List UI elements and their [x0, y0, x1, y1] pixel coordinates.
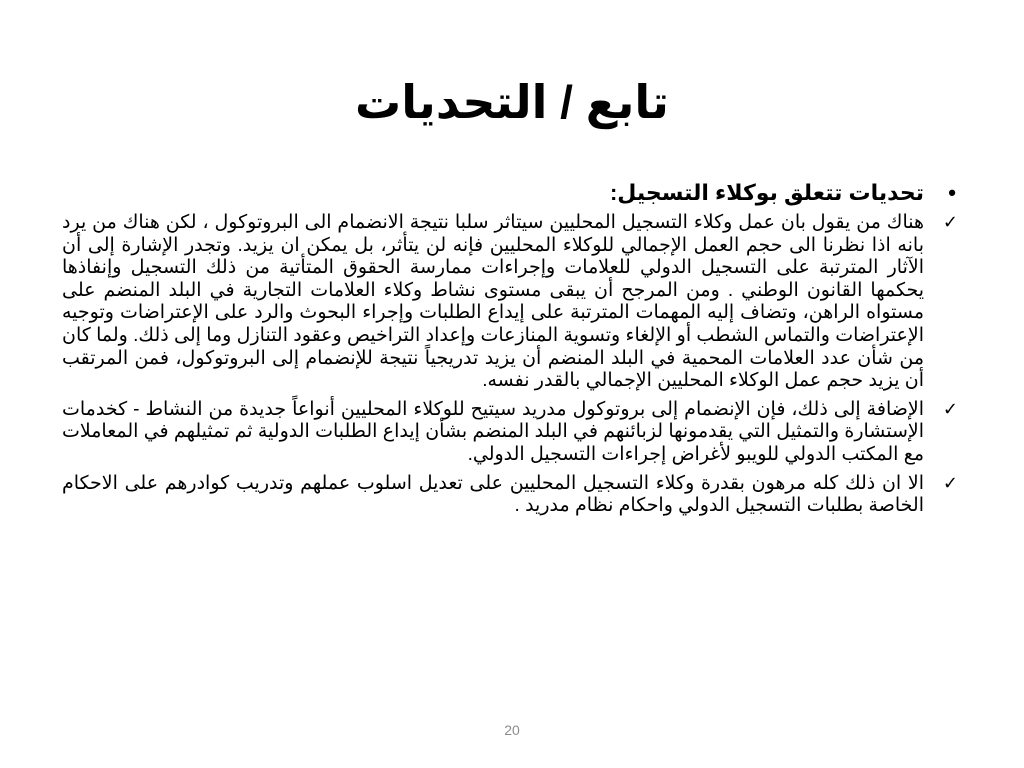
page-number: 20	[504, 722, 520, 738]
check-mark-icon: ✓	[942, 398, 958, 420]
slide-title: تابع / التحديات	[355, 76, 669, 128]
paragraph-3	[62, 473, 962, 518]
paragraph-2	[62, 399, 962, 467]
paragraph-1	[62, 212, 962, 393]
check-mark-icon: ✓	[942, 472, 958, 494]
paragraph-1-text: هناك من يقول بان عمل وكلاء التسجيل المحليين سيتاثر سلبا نتيجة الانضمام الى البروتوكول ، لكن هناك من يرد بانه اذا نظرنا الى حجم العمل الإجمالي للوكلاء المحليين فإنه لن يتأثر، بل يمكن ان يزيد. وتجدر الإشارة إلى أن الآثار المترتبة على التسجيل الدولي للعلامات وإجراءات ممارسة الحقوق المتأتية من ذلك التسجيل وإنفاذها يحكمها القانون الوطني . ومن المرجح أن يبقى مستوى نشاط وكلاء العلامات التجارية في البلد المنضم على مستواه الراهن، وتضاف إليه المهمات المترتبة على إيداع الطلبات وإجراء البحوث والرد على الإعتراضات وتوجيه الإعتراضات والتماس الشطب أو الإلغاء وتسوية المنازعات وإعداد التراخيص وعقود التنازل وما إلى ذلك. ولما كان من شأن عدد العلامات المحمية في البلد المنضم أن يزيد تدريجياً نتيجة للإنضمام إلى البروتوكول، فمن المرتقب أن يزيد حجم عمل الوكلاء المحليين الإجمالي بالقدر نفسه.	[62, 212, 924, 392]
check-mark-icon: ✓	[942, 212, 958, 233]
round-bullet-icon: •	[948, 180, 956, 205]
slide-content	[62, 178, 962, 524]
section-heading	[62, 178, 962, 208]
section-heading-text: تحديات تتعلق بوكلاء التسجيل:	[609, 180, 924, 205]
paragraph-2-text: الإضافة إلى ذلك، فإن الإنضمام إلى بروتوكول مدريد سيتيح للوكلاء المحليين أنواعاً جديدة من النشاط - كخدمات الإستشارة والتمثيل التي يقدمونها لزبائنهم في البلد المنضم بشأن إيداع الطلبات الدولية ثم تمثيلهم في المعاملات مع المكتب الدولي للويبو لأغراض إجراءات التسجيل الدولي.	[62, 398, 924, 465]
paragraph-3-text: الا ان ذلك كله مرهون بقدرة وكلاء التسجيل المحليين على تعديل اسلوب عملهم وتدريب كوادرهم على الاحكام الخاصة بطلبات التسجيل الدولي واحكام نظام مدريد .	[62, 472, 924, 517]
